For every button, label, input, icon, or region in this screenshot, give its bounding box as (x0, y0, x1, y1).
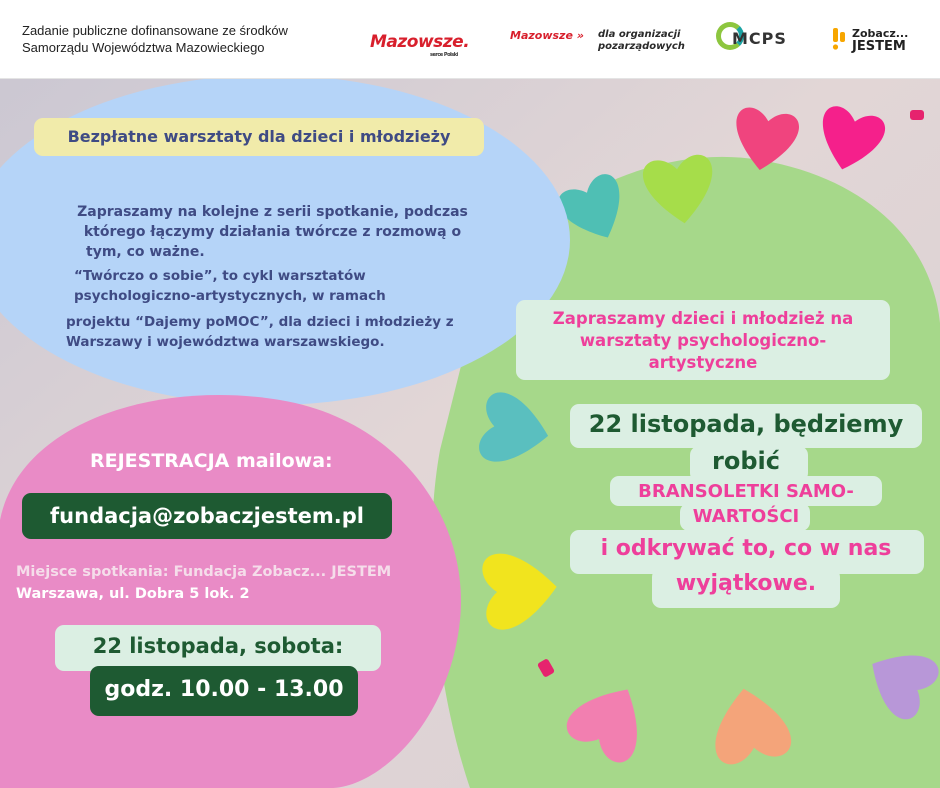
mazowsze-ngo-logo (510, 29, 685, 52)
intro-p1-line-2: którego łączymy działania twórcze z rozmową o (83, 224, 462, 240)
invite-line-2: warsztaty psychologiczno- (579, 331, 827, 350)
meeting-place (16, 561, 466, 605)
jestem-logo-line-2: JESTEM (852, 39, 906, 54)
mazowsze-logo-text: Mazowsze. (370, 32, 470, 52)
event-pink-line-4: wyjątkowe. (675, 571, 817, 596)
funding-note (22, 22, 288, 56)
mazowsze-logo (370, 32, 470, 58)
meeting-date: 22 listopada, sobota: (92, 634, 344, 658)
intro-paragraph-1 (50, 202, 495, 262)
invite-line-3: artystyczne (648, 353, 758, 372)
intro-paragraph-2 (74, 266, 494, 306)
mazowsze-logo-subtitle: serce Polski (430, 52, 458, 58)
registration-email[interactable]: fundacja@zobaczjestem.pl (50, 504, 364, 528)
event-big-line-1: 22 listopada, będziemy (588, 410, 904, 438)
intro-p2-line-2: psychologiczno-artystycznych, w ramach (74, 288, 386, 304)
jestem-logo-line-1: Zobacz... (852, 27, 909, 40)
meeting-place-line-1: Miejsce spotkania: Fundacja Zobacz... JESTEM (16, 564, 392, 580)
mazowsze-ngo-brand: Mazowsze » (510, 29, 584, 42)
mcps-logo-text: MCPS (732, 29, 787, 48)
intro-p3-line-2: Warszawy i województwa warszawskiego. (66, 334, 385, 350)
intro-paragraph-3 (66, 312, 496, 352)
event-pink-line-3: i odkrywać to, co w nas (600, 536, 892, 561)
mazowsze-ngo-words: dla organizacji pozarządowych (598, 29, 685, 52)
event-pink-line-1: BRANSOLETKI SAMO- (638, 481, 854, 502)
event-pink-line-2: WARTOŚCI (692, 506, 800, 527)
event-big-line-2: robić (712, 447, 780, 475)
exclamation-mark-icon (832, 28, 846, 50)
invite-line-1: Zapraszamy dzieci i młodzież na (552, 309, 854, 328)
intro-p1-line-1: Zapraszamy na kolejne z serii spotkanie, podczas (77, 204, 468, 220)
intro-p2-line-1: “Twórczo o sobie”, to cykl warsztatów (74, 268, 366, 284)
header-bar (0, 0, 940, 79)
meeting-time: godz. 10.00 - 13.00 (104, 677, 344, 702)
intro-p1-line-3: tym, co ważne. (86, 244, 205, 260)
invite-text (516, 308, 890, 374)
funding-line-2: Samorządu Województwa Mazowieckiego (22, 40, 265, 55)
registration-heading: REJESTRACJA mailowa: (90, 450, 333, 472)
funding-line-1: Zadanie publiczne dofinansowane ze środków (22, 23, 288, 38)
free-workshops-title: Bezpłatne warsztaty dla dzieci i młodzieży (67, 127, 451, 146)
intro-p3-line-1: projektu “Dajemy poMOC”, dla dzieci i młodzieży z (66, 314, 454, 330)
meeting-place-line-2: Warszawa, ul. Dobra 5 lok. 2 (16, 586, 250, 602)
